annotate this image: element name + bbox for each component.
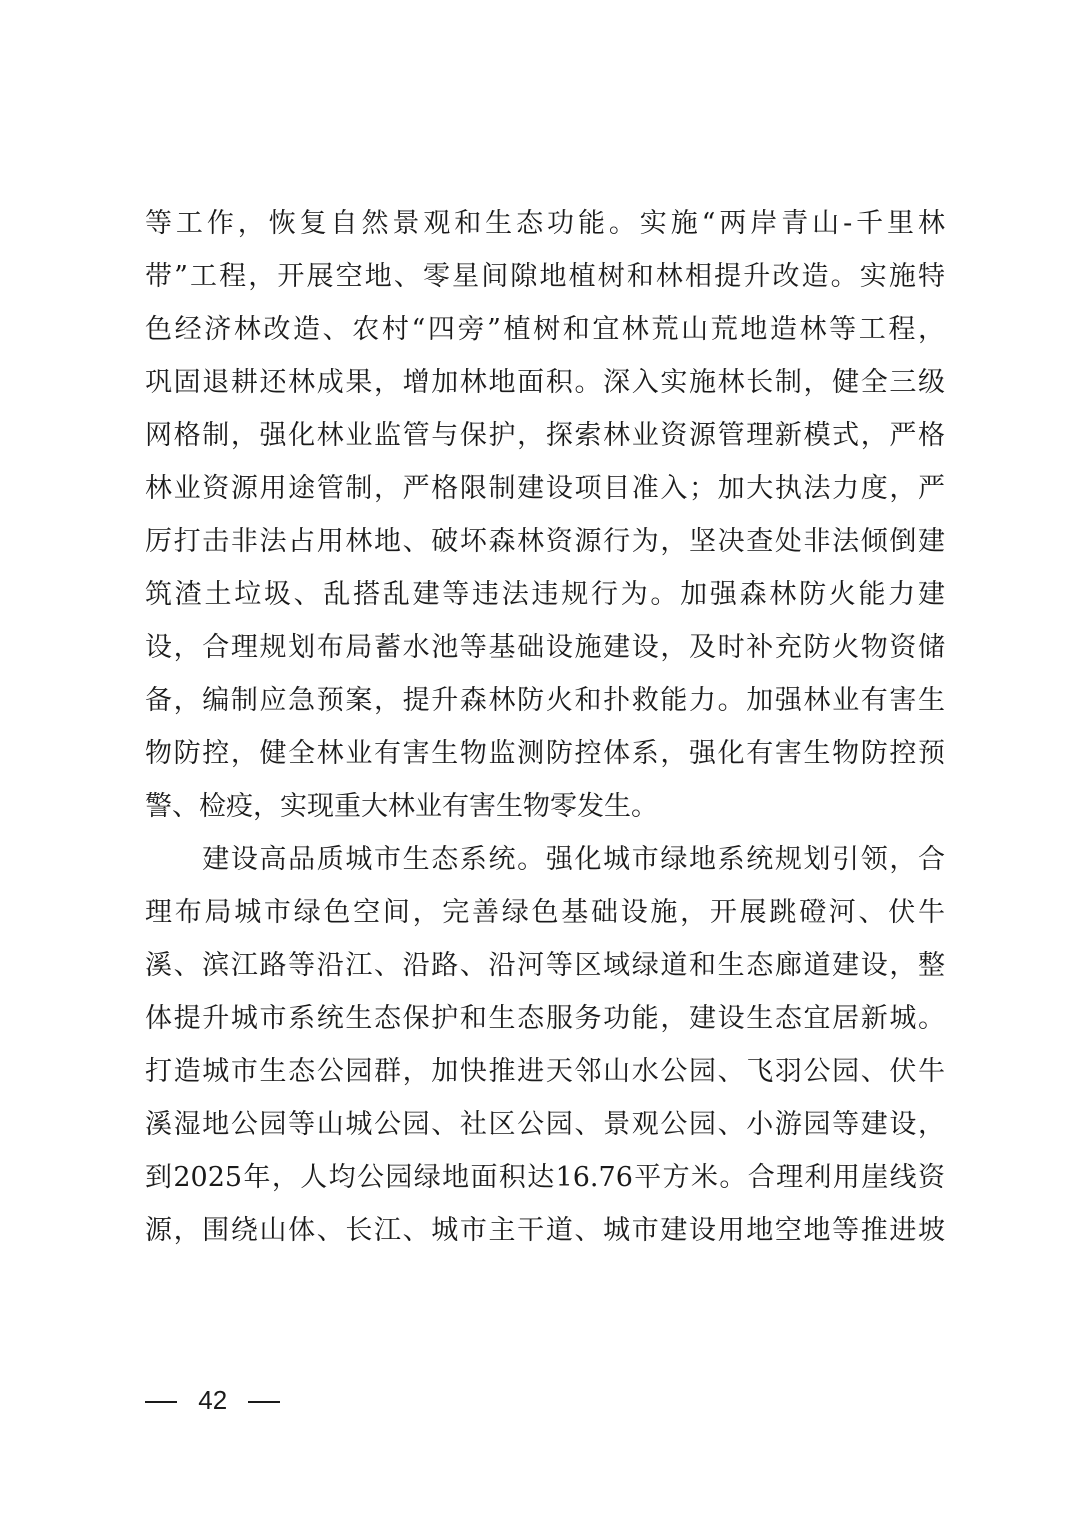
footer-dash-right bbox=[248, 1401, 280, 1403]
text-line: 打造城市生态公园群，加快推进天邻山水公园、飞羽公园、伏牛 bbox=[145, 1056, 945, 1087]
footer-dash-left bbox=[145, 1401, 177, 1403]
text-line: 备，编制应急预案，提升森林防火和扑救能力。加强林业有害生 bbox=[145, 685, 945, 716]
text-line: 带”工程，开展空地、零星间隙地植树和林相提升改造。实施特 bbox=[145, 261, 945, 292]
text-line: 溪湿地公园等山城公园、社区公园、景观公园、小游园等建设， bbox=[145, 1109, 945, 1140]
text-line: 网格制，强化林业监管与保护，探索林业资源管理新模式，严格 bbox=[145, 420, 945, 451]
text-line: 物防控，健全林业有害生物监测防控体系，强化有害生物防控预 bbox=[145, 738, 945, 769]
text-line: 筑渣土垃圾、乱搭乱建等违法违规行为。加强森林防火能力建 bbox=[145, 579, 945, 610]
page-footer bbox=[145, 1380, 280, 1420]
text-line: 色经济林改造、农村“四旁”植树和宜林荒山荒地造林等工程， bbox=[145, 314, 945, 345]
text-line: 建设高品质城市生态系统。强化城市绿地系统规划引领，合 bbox=[145, 844, 945, 875]
page-number: 42 bbox=[198, 1385, 228, 1415]
text-line: 警、检疫，实现重大林业有害生物零发生。 bbox=[145, 791, 658, 822]
text-line: 等工作，恢复自然景观和生态功能。实施“两岸青山-千里林 bbox=[145, 208, 945, 239]
text-line: 体提升城市系统生态保护和生态服务功能，建设生态宜居新城。 bbox=[145, 1003, 945, 1034]
text-line: 到2025年，人均公园绿地面积达16.76平方米。合理利用崖线资 bbox=[145, 1162, 945, 1193]
text-line: 设，合理规划布局蓄水池等基础设施建设，及时补充防火物资储 bbox=[145, 632, 945, 663]
text-line: 溪、滨江路等沿江、沿路、沿河等区域绿道和生态廊道建设，整 bbox=[145, 950, 945, 981]
text-line: 巩固退耕还林成果，增加林地面积。深入实施林长制，健全三级 bbox=[145, 367, 945, 398]
text-line: 林业资源用途管制，严格限制建设项目准入；加大执法力度，严 bbox=[145, 473, 945, 504]
text-line: 源，围绕山体、长江、城市主干道、城市建设用地空地等推进坡 bbox=[145, 1215, 945, 1246]
text-line: 厉打击非法占用林地、破坏森林资源行为，坚决查处非法倾倒建 bbox=[145, 526, 945, 557]
text-line: 理布局城市绿色空间，完善绿色基础设施，开展跳磴河、伏牛 bbox=[145, 897, 945, 928]
